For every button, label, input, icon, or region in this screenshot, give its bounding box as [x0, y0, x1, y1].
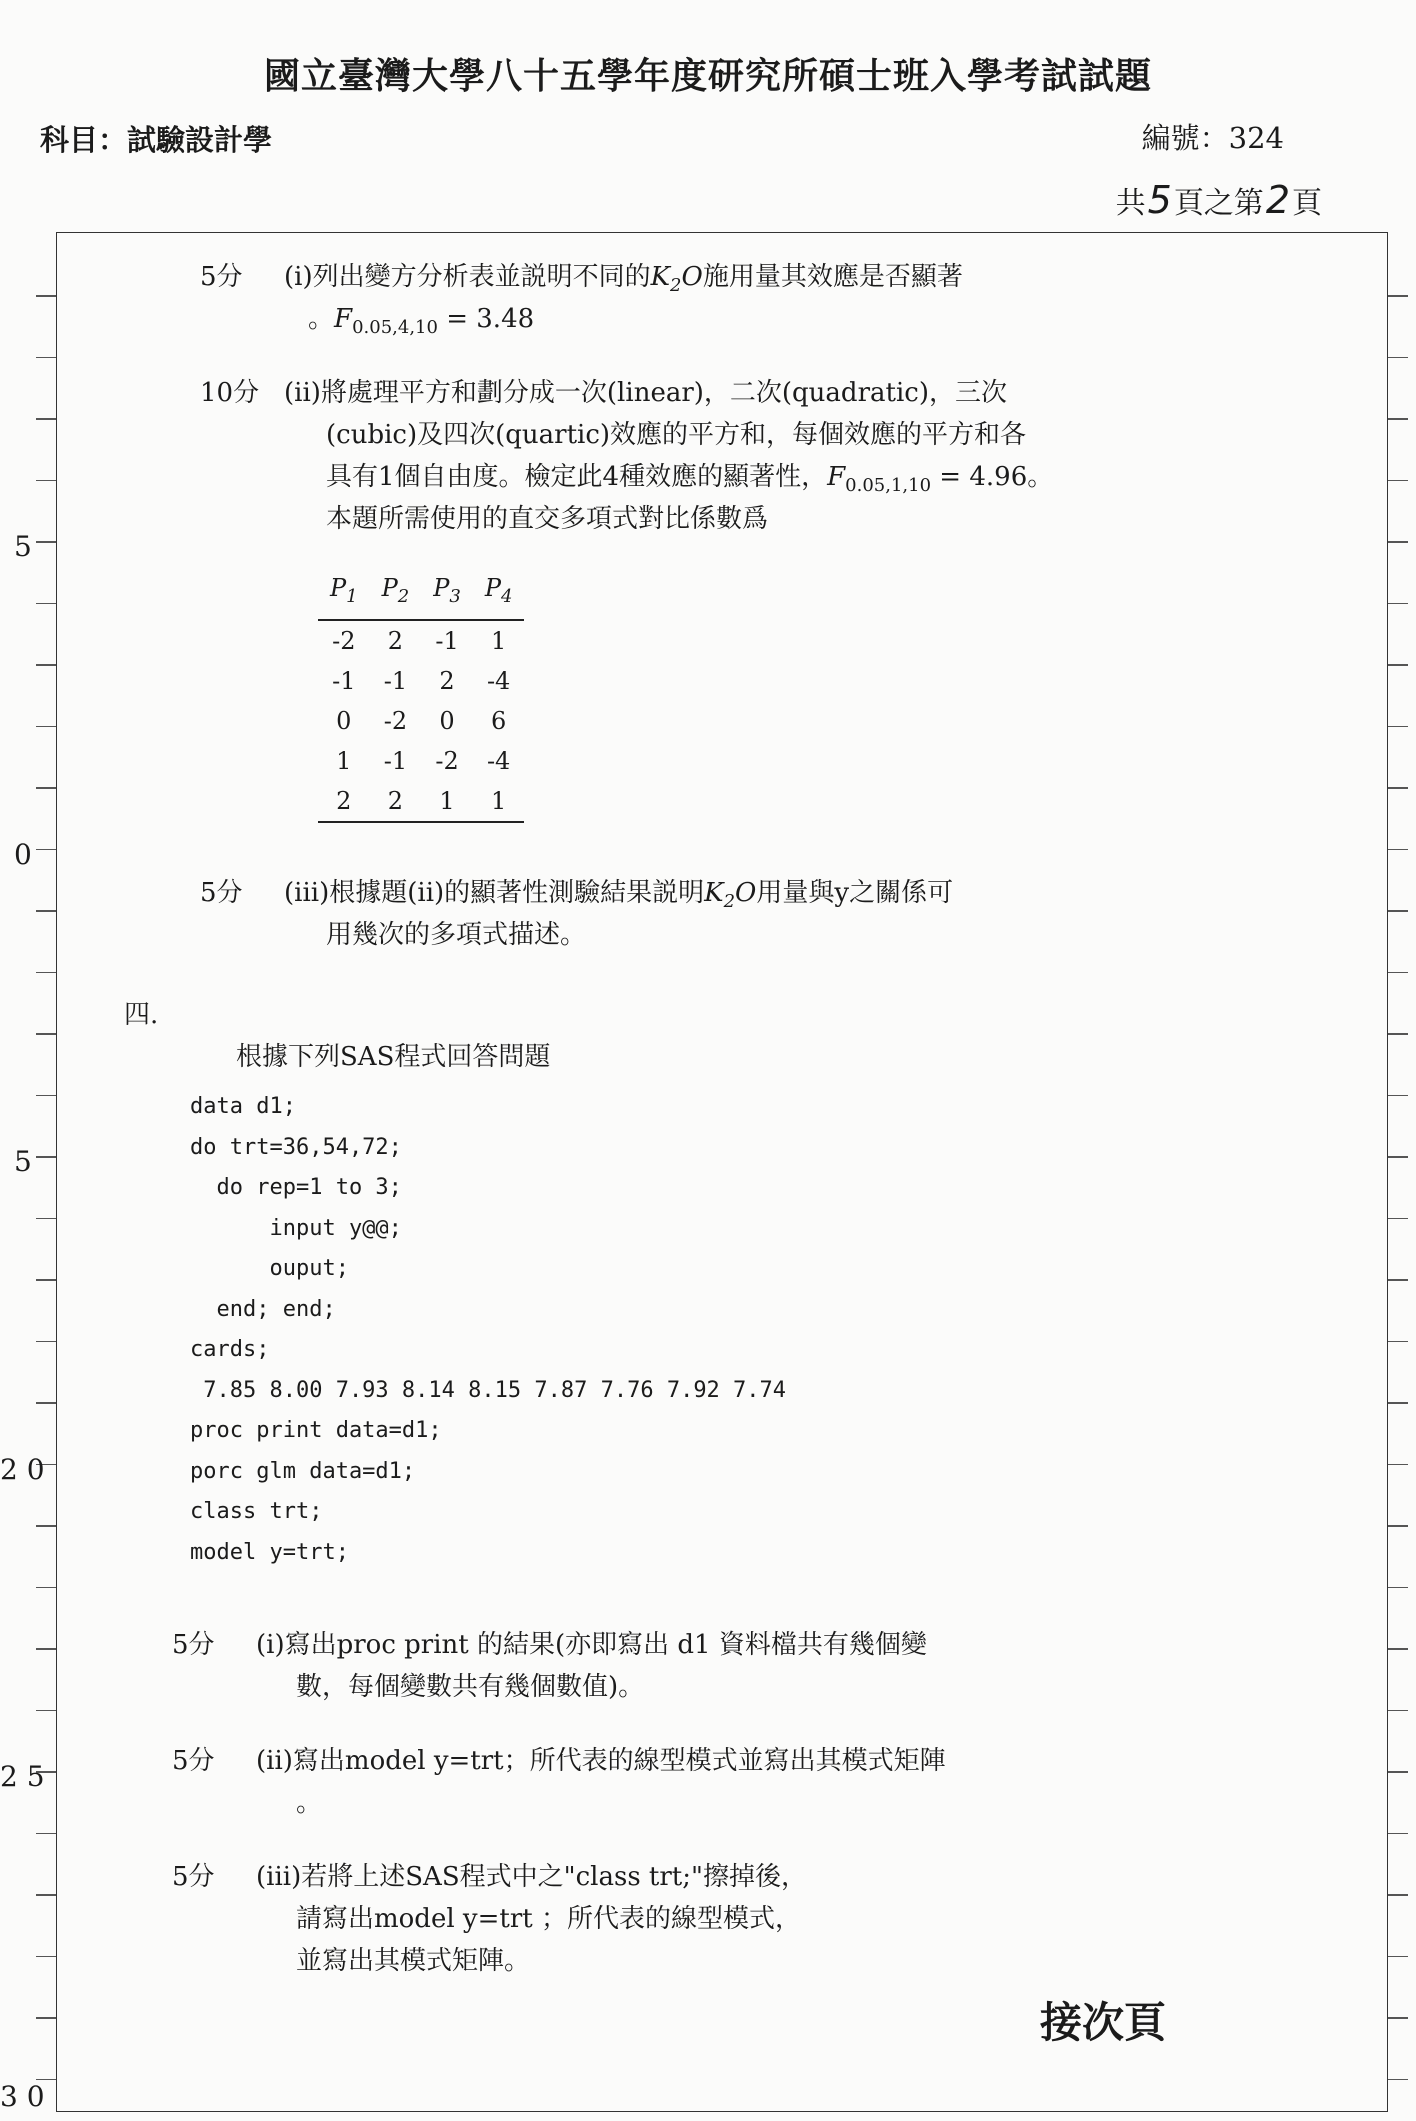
subject-label: 科目：試驗設計學 — [40, 123, 273, 157]
q4-part1-line2: 數，每個變數共有幾個數值)。 — [296, 1672, 645, 1702]
q4-part2-line1: 5分 (ii)寫出model y=trt；所代表的線型模式並寫出其模式矩陣 — [172, 1740, 946, 1782]
margin-tick — [36, 1710, 56, 1712]
margin-number: 5 — [14, 530, 32, 563]
q4-part3-line1: 5分 (iii)若將上述SAS程式中之"class trt;"擦掉後， — [172, 1856, 807, 1898]
table-cell: 2 — [387, 626, 404, 655]
margin-tick — [36, 1525, 56, 1527]
q3-part1-text: (i)列出變方分析表並説明不同的 — [284, 262, 651, 292]
table-cell: -4 — [486, 666, 511, 695]
q3-part2-line2: (cubic)及四次(quartic)效應的平方和，每個效應的平方和各 — [326, 420, 1027, 450]
margin-number: 0 — [14, 838, 32, 871]
q3-part2-line3: 具有1個自由度。檢定此4種效應的顯著性，$F_{0.05,1,10} = 4.96$。 — [326, 462, 1054, 497]
code-line: do rep=1 to 3; — [190, 1175, 402, 1200]
margin-tick — [1388, 726, 1408, 728]
margin-tick — [36, 1095, 56, 1097]
margin-tick — [1388, 664, 1408, 666]
points-label: 5分 — [200, 262, 243, 292]
k2o-symbol: $K_2O$ — [650, 262, 703, 297]
table-row — [318, 620, 524, 661]
margin-tick — [1388, 2079, 1408, 2081]
margin-tick — [36, 1648, 56, 1650]
table-row — [318, 741, 524, 781]
table-cell: 2 — [318, 781, 370, 822]
table-cell: 6 — [490, 706, 507, 735]
k2o-symbol: $K_2O$ — [704, 878, 757, 913]
margin-tick — [1388, 1710, 1408, 1712]
margin-tick — [1388, 1464, 1408, 1466]
q4-part2-line2: 。 — [296, 1788, 323, 1818]
margin-tick — [1388, 541, 1408, 543]
contrast-table — [318, 574, 524, 823]
table-cell: 2 — [439, 666, 455, 695]
points-label: 5分 — [172, 1630, 215, 1660]
table-cell: 0 — [439, 706, 455, 735]
table-cell: -1 — [383, 746, 408, 775]
margin-tick — [36, 1833, 56, 1835]
q4-part3-line3: 並寫出其模式矩陣。 — [296, 1946, 531, 1976]
table-cell: -2 — [435, 746, 459, 775]
margin-tick — [1388, 603, 1408, 605]
code-line: porc glm data=d1; — [190, 1458, 416, 1484]
table-cell: 0 — [336, 706, 352, 735]
q3-part1-text-post: 施用量其效應是否顯著 — [702, 262, 963, 292]
margin-tick — [1388, 787, 1408, 789]
margin-tick — [36, 664, 56, 666]
code-line: input y@@; — [190, 1215, 402, 1241]
table-cell: -1 — [383, 666, 408, 695]
col-header: $P_1$ — [318, 574, 370, 620]
table-cell: 1 — [421, 781, 473, 822]
q4-number: 四. — [124, 1000, 159, 1030]
margin-tick — [36, 480, 56, 482]
pages-current: 2 — [1265, 178, 1290, 222]
table-cell: -2 — [332, 626, 356, 655]
margin-tick — [1388, 1956, 1408, 1958]
margin-tick — [36, 1341, 56, 1343]
table-row — [318, 701, 524, 741]
q3-part2-line1: 10分 (ii)將處理平方和劃分成一次(linear)，二次(quadratic)，三次 — [200, 372, 1007, 414]
col-header: $P_2$ — [370, 574, 422, 620]
margin-tick — [36, 603, 56, 605]
table-cell: -2 — [383, 706, 408, 735]
margin-tick — [36, 2017, 56, 2019]
pages-suffix: 頁 — [1292, 186, 1322, 221]
code-line: 7.85 8.00 7.93 8.14 8.15 7.87 7.76 7.92 7.74 — [190, 1377, 787, 1403]
points-label: 10分 — [200, 378, 260, 408]
margin-tick — [1388, 2017, 1408, 2019]
f-symbol: F — [334, 304, 353, 334]
q4-part1-line1: 5分 (i)寫出proc print 的結果(亦即寫出 d1 資料檔共有幾個變 — [172, 1624, 927, 1666]
table-cell: 2 — [370, 781, 422, 822]
margin-number: 5 — [14, 1145, 32, 1178]
exam-title: 國立臺灣大學八十五學年度研究所碩士班入學考試試題 — [263, 55, 1152, 97]
code-line: class trt; — [190, 1499, 323, 1524]
margin-number: 3 0 — [0, 2080, 45, 2113]
margin-tick — [36, 1587, 56, 1589]
page-counter — [1116, 178, 1322, 222]
col-header: $P_4$ — [473, 574, 525, 620]
margin-tick — [1388, 1402, 1408, 1404]
pages-prefix: 共 — [1115, 186, 1146, 221]
margin-tick — [1388, 1279, 1408, 1281]
margin-tick — [36, 541, 56, 543]
table-cell: 1 — [490, 626, 507, 655]
margin-tick — [1388, 1525, 1408, 1527]
margin-tick — [1388, 480, 1408, 482]
margin-tick — [1388, 910, 1408, 912]
margin-number: 2 5 — [0, 1760, 45, 1793]
margin-tick — [36, 726, 56, 728]
margin-tick — [36, 1402, 56, 1404]
margin-tick — [1388, 1833, 1408, 1835]
margin-tick — [1388, 1771, 1408, 1773]
margin-tick — [36, 1956, 56, 1958]
table-cell: -4 — [486, 746, 511, 775]
margin-tick — [36, 972, 56, 974]
margin-tick — [36, 1156, 56, 1158]
points-label: 5分 — [172, 1746, 215, 1776]
q4-intro: 根據下列SAS程式回答問題 — [236, 1042, 551, 1072]
q3-part1-line2: 。$F_{0.05,4,10} = 3.48$ — [308, 304, 535, 339]
points-label: 5分 — [172, 1862, 215, 1892]
margin-tick — [1388, 418, 1408, 420]
code-line: end; end; — [190, 1296, 336, 1322]
margin-tick — [1388, 295, 1408, 297]
f-symbol: F — [827, 462, 846, 492]
table-cell: 1 — [336, 746, 352, 775]
pages-total: 5 — [1147, 178, 1172, 222]
margin-number: 2 0 — [0, 1453, 45, 1486]
code-line: proc print data=d1; — [190, 1418, 442, 1443]
table-row — [318, 661, 524, 701]
q3-part3-line1: 5分 (iii)根據題(ii)的顯著性測驗結果説明$K_2O$用量與y之關係可 — [200, 872, 953, 923]
margin-tick — [1388, 849, 1408, 851]
continue-next-page: 接次頁 — [1040, 1998, 1167, 2047]
margin-tick — [1388, 1587, 1408, 1589]
q3-part2-line4: 本題所需使用的直交多項式對比係數爲 — [326, 504, 769, 534]
table-cell: -1 — [332, 666, 356, 695]
margin-tick — [36, 849, 56, 851]
q4-part3-line2: 請寫出model y=trt ；所代表的線型模式， — [296, 1904, 801, 1934]
margin-tick — [36, 910, 56, 912]
margin-tick — [36, 1279, 56, 1281]
code-line: model y=trt; — [190, 1539, 349, 1565]
code-line: ouput; — [190, 1256, 349, 1281]
margin-tick — [1388, 1095, 1408, 1097]
table-cell: -1 — [435, 626, 459, 655]
margin-tick — [36, 1894, 56, 1896]
margin-tick — [1388, 1156, 1408, 1158]
pages-mid: 頁之第 — [1173, 186, 1264, 221]
sas-code-block — [190, 1094, 786, 1580]
exam-code: 編號：324 — [1141, 121, 1284, 155]
code-line: cards; — [190, 1337, 270, 1362]
table-cell: 1 — [473, 781, 525, 822]
margin-tick — [1388, 1218, 1408, 1220]
margin-tick — [1388, 357, 1408, 359]
points-label: 5分 — [200, 878, 243, 908]
margin-tick — [36, 787, 56, 789]
margin-tick — [36, 357, 56, 359]
margin-tick — [36, 1218, 56, 1220]
margin-tick — [36, 418, 56, 420]
table-row — [318, 781, 524, 822]
margin-tick — [1388, 1033, 1408, 1035]
margin-tick — [1388, 1341, 1408, 1343]
col-header: $P_3$ — [421, 574, 473, 620]
code-line: data d1; — [190, 1094, 296, 1119]
margin-tick — [1388, 972, 1408, 974]
q3-part3-line2: 用幾次的多項式描述。 — [326, 920, 587, 950]
margin-tick — [1388, 1648, 1408, 1650]
margin-tick — [36, 1033, 56, 1035]
margin-tick — [1388, 1894, 1408, 1896]
margin-tick — [36, 295, 56, 297]
code-line: do trt=36,54,72; — [190, 1134, 402, 1160]
